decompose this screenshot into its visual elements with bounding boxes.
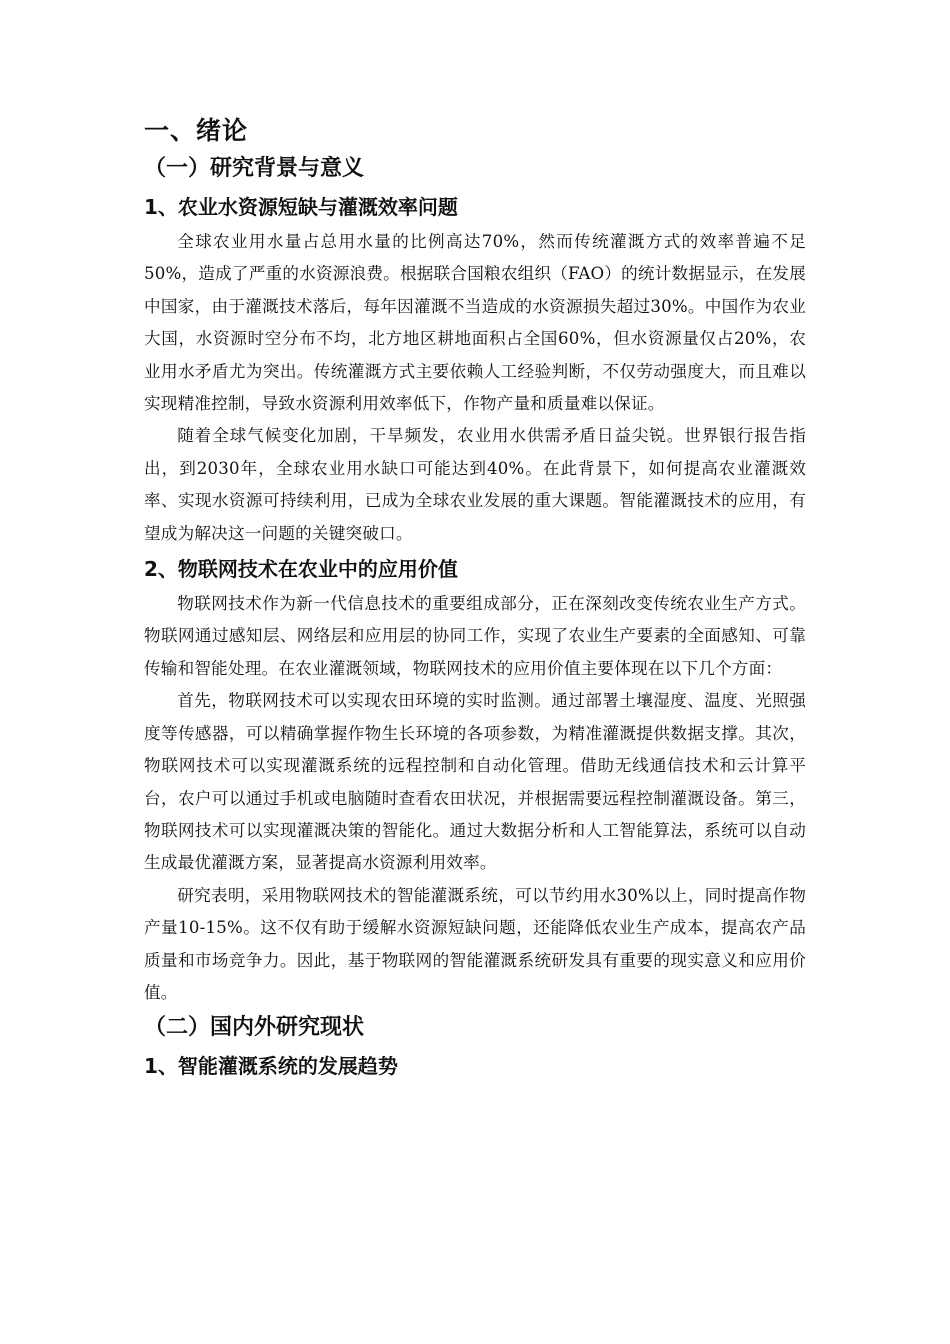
document-body <box>144 112 806 1085</box>
paragraph-water-usage: 全球农业用水量占总用水量的比例高达70%，然而传统灌溉方式的效率普遍不足50%，造成了严重的水资源浪费。根据联合国粮农组织（FAO）的统计数据显示，在发展中国家，由于灌溉技术落后，每年因灌溉不当造成的水资源损失超过30%。中国作为农业大国，水资源时空分布不均，北方地区耕地面积占全国60%，但水资源量仅占20%，农业用水矛盾尤为突出。传统灌溉方式主要依赖人工经验判断，不仅劳动强度大，而且难以实现精准控制，导致水资源利用效率低下，作物产量和质量难以保证。 <box>144 232 806 414</box>
paragraph-iot-benefits: 首先，物联网技术可以实现农田环境的实时监测。通过部署土壤湿度、温度、光照强度等传感器，可以精确掌握作物生长环境的各项参数，为精准灌溉提供数据支撑。其次，物联网技术可以实现灌溉系统的远程控制和自动化管理。借助无线通信技术和云计算平台，农户可以通过手机或电脑随时查看农田状况，并根据需要远程控制灌溉设备。第三，物联网技术可以实现灌溉决策的智能化。通过大数据分析和人工智能算法，系统可以自动生成最优灌溉方案，显著提高水资源利用效率。 <box>144 691 806 873</box>
section-title-research-status: （二）国内外研究现状 <box>144 1015 365 1041</box>
subsection-title-trends: 1、智能灌溉系统的发展趋势 <box>144 1054 398 1079</box>
subsection-title-iot-value: 2、物联网技术在农业中的应用价值 <box>144 557 458 582</box>
subsection-title-water-shortage: 1、农业水资源短缺与灌溉效率问题 <box>144 195 458 219</box>
paragraph-iot-intro: 物联网技术作为新一代信息技术的重要组成部分，正在深刻改变传统农业生产方式。物联网通过感知层、网络层和应用层的协同工作，实现了农业生产要素的全面感知、可靠传输和智能处理。在农业灌溉领域，物联网技术的应用价值主要体现在以下几个方面： <box>144 594 806 678</box>
paragraph-climate-change: 随着全球气候变化加剧，干旱频发，农业用水供需矛盾日益尖锐。世界银行报告指出，到2030年，全球农业用水缺口可能达到40%。在此背景下，如何提高农业灌溉效率、实现水资源可持续利用，已成为全球农业发展的重大课题。智能灌溉技术的应用，有望成为解决这一问题的关键突破口。 <box>144 426 806 543</box>
chapter-title: 一、绪论 <box>144 116 249 145</box>
paragraph-research-results: 研究表明，采用物联网技术的智能灌溉系统，可以节约用水30%以上，同时提高作物产量10-15%。这不仅有助于缓解水资源短缺问题，还能降低农业生产成本，提高农产品质量和市场竞争力。因此，基于物联网的智能灌溉系统研发具有重要的现实意义和应用价值。 <box>144 885 806 1002</box>
section-title-background: （一）研究背景与意义 <box>144 156 365 181</box>
